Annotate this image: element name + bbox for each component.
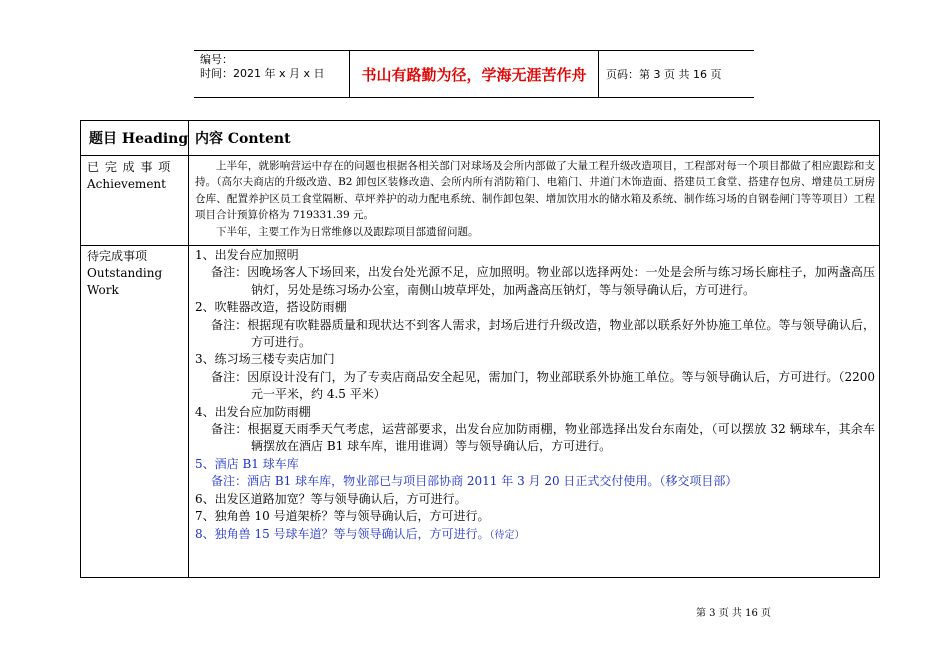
item-note: 备注：根据夏天雨季天气考虑，运营部要求，出发台应加防雨棚，物业部选择出发台东南处，（可以摆放 32 辆球车，其余车辆摆放在酒店 B1 球车库，谁用谁调）等与领导确认后，方可进行。 [211, 422, 875, 454]
date-line: 时间：2021 年 x 月 x 日 [200, 67, 325, 80]
item-note: 备注：因原设计没有门，为了专卖店商品安全起见，需加门，物业部联系外协施工单位。等与领导确认后，方可进行。（2200 元一平米，约 4.5 平米） [211, 369, 875, 402]
achievement-label [87, 159, 183, 193]
item-title: 4、出发台应加防雨棚 [195, 404, 311, 419]
header-meta [200, 53, 350, 81]
list-item [195, 508, 875, 525]
header-page-info: 页码：第 3 页 共 16 页 [606, 68, 722, 81]
header-divider [598, 51, 599, 97]
list-item [195, 351, 875, 403]
item-title: 1、出发台应加照明 [195, 248, 299, 262]
code-label: 编号： [200, 53, 233, 66]
work-report-table [80, 120, 880, 578]
item-title-text: 8、独角兽 15 号球车道？等与领导确认后，方可进行。 [195, 526, 490, 541]
achievement-content [195, 158, 875, 240]
header-motto: 书山有路勤为径，学海无涯苦作舟 [361, 65, 587, 84]
outstanding-label-cn: 待完成事项 [87, 249, 148, 263]
item-title: 3、练习场三楼专卖店加门 [195, 352, 335, 367]
list-item [195, 404, 875, 456]
outstanding-label-en: Work [87, 283, 119, 297]
list-item [195, 247, 875, 299]
outstanding-content [195, 247, 875, 544]
list-item [195, 526, 875, 544]
page-footer: 第 3 页 共 16 页 [696, 608, 771, 619]
content-column-header: 内容 Content [195, 131, 291, 147]
row-divider [81, 155, 879, 156]
achievement-paragraph: 上半年，就影响营运中存在的问题也根据各相关部门对球场及会所内部做了大量工程升级改造项目，工程部对每一个项目都做了相应跟踪和支持。（高尔夫商店的升级改造、B2 卸包区装修改造、会所内所有消防箱门、电箱门、井道门木饰造面、搭建员工食堂、搭建存包房、增建员工厨房仓库、配置养护区员工食堂隔断、草坪养护的动力配电系统、制作卸包架、增加饮用水的储水箱及系统、制作练习场的自钢卷闸门等等项目）工程项目合计预算价格为 719331.39 元。 [195, 160, 875, 222]
list-item [195, 299, 875, 351]
item-note: 备注：因晚场客人下场回来，出发台处光源不足，应加照明。物业部以选择两处：一处是会所与练习场长廊柱子，加两盏高压钠灯，另处是练习场办公室，南侧山坡草坪处，加两盏高压钠灯，等与领导确认后，方可进行。 [211, 265, 875, 297]
item-title: 6、出发区道路加宽？等与领导确认后，方可进行。 [195, 491, 467, 506]
outstanding-label [87, 248, 183, 299]
item-title: 5、酒店 B1 球车库 [195, 456, 299, 471]
row-divider [81, 245, 879, 246]
achievement-paragraph: 下半年，主要工作为日常维修以及跟踪项目部遗留问题。 [216, 225, 479, 238]
list-item [195, 456, 875, 491]
page-header [194, 50, 754, 98]
heading-column-header: 题目 Heading [89, 131, 189, 147]
item-note: 备注：酒店 B1 球车库，物业部已与项目部协商 2011 年 3 月 20 日正式交付使用。（移交项目部） [211, 474, 738, 489]
achievement-label-en: Achievement [87, 177, 166, 191]
list-item [195, 491, 875, 508]
item-note: 备注：根据现有吹鞋器质量和现状达不到客人需求，封场后进行升级改造，物业部以联系好外协施工单位。等与领导确认后，方可进行。 [211, 317, 875, 350]
item-title: 2、吹鞋器改造，搭设防雨棚 [195, 300, 347, 315]
item-title [195, 526, 875, 544]
item-title: 7、独角兽 10 号道架桥？等与领导确认后，方可进行。 [195, 509, 490, 524]
column-divider [188, 121, 189, 577]
status-tag: （待定） [489, 529, 525, 541]
achievement-label-cn: 已 完 成 事 项 [87, 160, 172, 174]
outstanding-label-en: Outstanding [87, 266, 163, 280]
